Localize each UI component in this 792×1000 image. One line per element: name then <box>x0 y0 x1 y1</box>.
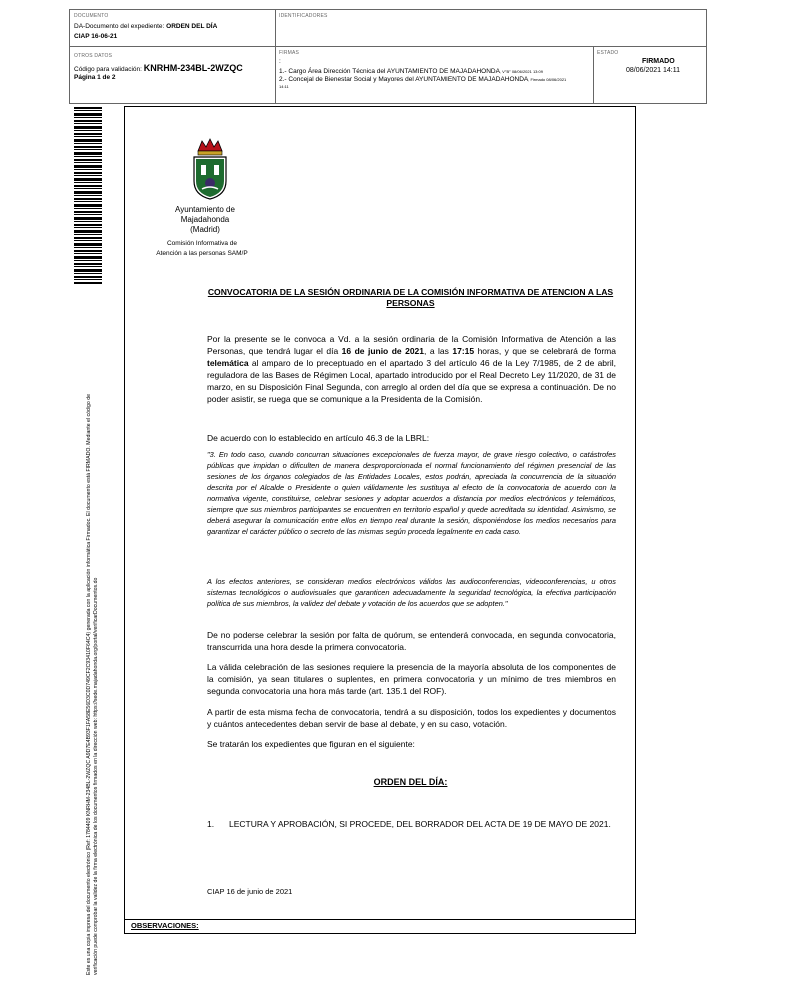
observaciones-label: OBSERVACIONES: <box>131 921 199 930</box>
comision-name: Comisión Informativa de Atención a las personas SAM/P <box>156 240 248 257</box>
estado-date: 08/06/2021 14:11 <box>626 67 680 74</box>
paragraph-validez: La válida celebración de las sesiones requiere la presencia de la mayoría absoluta de los componentes de la comisión, ya sean titulares o suplentes, en primera convocatoria y un mínimo de tres miembros en segunda convocatoria una hora más tarde (art. 135.1 del ROF). <box>207 662 616 696</box>
paragraph-lbrl: De acuerdo con lo establecido en artículo 46.3 de la LBRL: <box>207 433 430 443</box>
session-time: 17:15 <box>452 346 475 356</box>
estado-label: ESTADO <box>597 50 619 56</box>
paragraph-expedientes: Se tratarán los expedientes que figuran en el siguiente: <box>207 739 415 749</box>
paragraph-quorum: De no poderse celebrar la sesión por falta de quórum, se entenderá convocada, en segunda convocatoria, transcurrida una hora desde la primera convocatoria. <box>207 630 616 652</box>
orden-del-dia-title: ORDEN DEL DÍA: <box>373 777 448 787</box>
session-mode: telemática <box>207 358 249 368</box>
documento-label: DOCUMENTO <box>74 13 109 19</box>
codigo-validacion: Código para validación: KNRHM-234BL-2WZQC <box>74 63 243 73</box>
estado-value: FIRMADO <box>642 58 675 65</box>
firma-2-time: 14:11 <box>279 84 289 89</box>
divider <box>275 10 276 103</box>
agenda-item-number: 1. <box>207 819 215 829</box>
firma-2: 2.- Concejal de Bienestar Social y Mayores del AYUNTAMIENTO DE MAJADAHONDA, Firmado 08/06/2021 <box>279 76 567 83</box>
documento-line: DA-Documento del expediente: ORDEN DEL DÍA <box>74 23 218 30</box>
verification-side-text: Este es una copia impresa del documento electrónico (Ref: 1784409 KNRHM-234BL-2WZQC A9D7E4B93F1FA58E56D3C0D749CF2C93410F64C4) generada con la aplicación informática Firmadoc. El documento está FIRMADO. Mediante el código de verificación puede comprobar la validez de la firma electrónica de los documentos firmados en la dirección web: https://sede.majadahonda.org/portal/verificarDocumentos.do <box>86 393 99 975</box>
agenda-item-text: LECTURA Y APROBACIÓN, SI PROCEDE, DEL BORRADOR DEL ACTA DE 19 DE MAYO DE 2021. <box>229 819 611 829</box>
codigo-value[interactable]: KNRHM-234BL-2WZQC <box>143 63 243 73</box>
paragraph-disposicion: A partir de esta misma fecha de convocatoria, tendrá a su disposición, todos los expedientes y documentos y cuántos antecedentes deban servir de base al debate, y en su caso, votación. <box>207 707 616 729</box>
documento-title: ORDEN DEL DÍA <box>166 23 218 30</box>
documento-code: CIAP 16-06-21 <box>74 33 118 40</box>
document-title: CONVOCATORIA DE LA SESIÓN ORDINARIA DE LA COMISIÓN INFORMATIVA DE ATENCION A LAS PERSONAS <box>207 287 614 308</box>
signature-header <box>69 9 707 104</box>
divider <box>70 46 706 47</box>
otros-datos-label: OTROS DATOS <box>74 53 113 59</box>
divider <box>593 46 594 103</box>
firmas-label: FIRMAS <box>279 50 300 56</box>
coat-of-arms-icon <box>190 137 230 201</box>
firma-colon: : <box>279 58 281 65</box>
identificadores-label: IDENTIFICADORES <box>279 13 328 19</box>
quote-lbrl-1: "3. En todo caso, cuando concurran situaciones excepcionales de fuerza mayor, de grave riesgo colectivo, o catástrofes públicas que impidan o dificulten de manera desproporcionada el normal funcionamiento del régimen presencial de las sesiones de los órganos colegiados de las Entidades Locales, estos podrán, apreciada la concurrencia de la situación descrita por el Alcalde o Presidente o quien válidamente les sustituya al efecto de la convocatoria de acuerdo con la normativa vigente, constituirse, celebrar sesiones y adoptar acuerdos a distancia por medios electrónicos y telemáticos, siempre que sus miembros participantes se encuentren en territorio español y quede acreditada su identidad. Asimismo, se deberá asegurar la comunicación entre ellos en tiempo real durante la sesión, disponiéndose los medios necesarios para garantizar el carácter público o secreto de las mismas según proceda legalmente en cada caso. <box>207 450 616 536</box>
paragraph-convocatoria: Por la presente se le convoca a Vd. a la sesión ordinaria de la Comisión Informativa de Atención a las Personas, que tendrá lugar el día 16 de junio de 2021, a las 17:15 horas, y que se celebrará de forma telemática al amparo de lo preceptuado en el apartado 3 del artículo 46 de la Ley 7/1985, de 2 de abril, reguladora de las Bases de Régimen Local, apartado introducido por el Real Decreto Ley 11/2020, de 31 de marzo, en su Disposición Final Segunda, con arreglo al orden del día que se expresa a continuación. De no poder asistir, se ruega que se comunique a la Presidenta de la Comisión. <box>207 334 616 404</box>
pagina: Página 1 de 2 <box>74 74 116 81</box>
firma-1: 1.- Cargo Área Dirección Técnica del AYUNTAMIENTO DE MAJADAHONDA, V°B° 08/06/2021 13:09 <box>279 68 543 75</box>
session-date: 16 de junio de 2021 <box>341 346 425 356</box>
footer-reference: CIAP 16 de junio de 2021 <box>207 887 293 896</box>
agenda-item <box>207 818 616 830</box>
barcode-icon <box>74 107 102 284</box>
ayuntamiento-name: Ayuntamiento de Majadahonda (Madrid) <box>175 205 235 234</box>
observaciones-box <box>125 919 635 934</box>
quote-lbrl-2: A los efectos anteriores, se consideran medios electrónicos válidos las audioconferencias, videoconferencias, u otros sistemas tecnológicos o audiovisuales que garanticen adecuadamente la seguridad tecnológica, la efectiva participación política de sus miembros, la validez del debate y votación de los acuerdos que se adopten." <box>207 577 616 608</box>
